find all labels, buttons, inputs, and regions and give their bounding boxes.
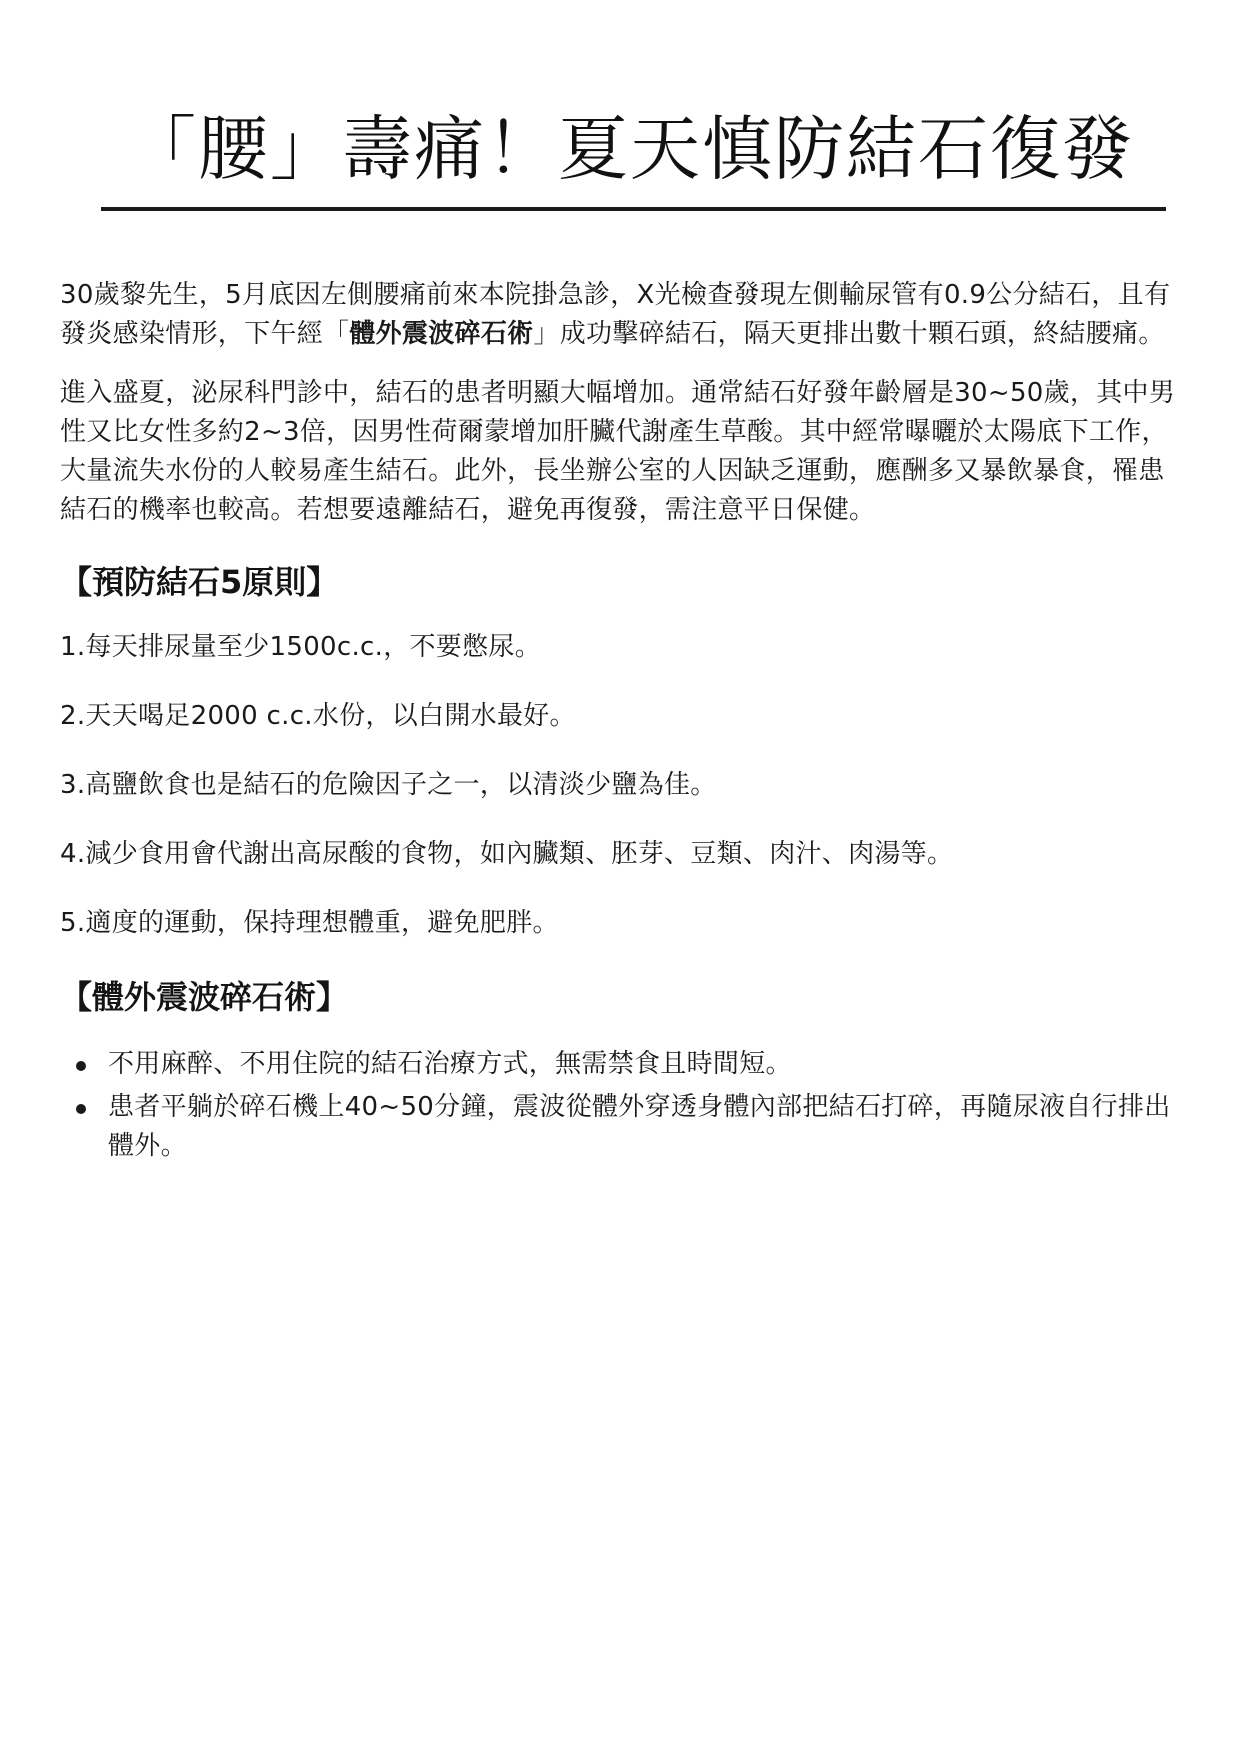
article-body [60,276,1185,1170]
eswl-bullet-text: 不用麻醉、不用住院的結石治療方式，無需禁食且時間短。 [108,1049,792,1079]
prevention-item: 5.適度的運動，保持理想體重，避免肥胖。 [60,908,559,938]
eswl-list [60,1045,1185,1166]
eswl-bullet-text: 患者平躺於碎石機上40~50分鐘，震波從體外穿透身體內部把結石打碎，再隨尿液自行排出體外。 [108,1092,1171,1161]
summer-paragraph: 進入盛夏，泌尿科門診中，結石的患者明顯大幅增加。通常結石好發年齡層是30~50歲，其中男性又比女性多約2~3倍，因男性荷爾蒙增加肝臟代謝產生草酸。其中經常曝曬於太陽底下工作，大量流失水份的人較易產生結石。此外，長坐辦公室的人因缺乏運動，應酬多又暴飲暴食，罹患結石的機率也較高。若想要遠離結石，避免再復發，需注意平日保健。 [60,378,1176,525]
prevention-list [60,628,1185,943]
eswl-heading: 【體外震波碎石術】 [60,978,349,1016]
prevention-item: 3.高鹽飲食也是結石的危險因子之一，以清淡少鹽為佳。 [60,770,717,800]
prevention-item: 1.每天排尿量至少1500c.c.，不要憋尿。 [60,632,541,662]
eswl-bullet-item [60,1045,1185,1084]
prevention-heading: 【預防結石5原則】 [60,563,339,601]
prevention-item: 2.天天喝足2000 c.c.水份，以白開水最好。 [60,701,576,731]
page-title: 「腰」壽痛！夏天慎防結石復發 [126,108,1134,190]
eswl-bullet-item [60,1088,1185,1166]
intro-text-after: 」成功擊碎結石，隔天更排出數十顆石頭，終結腰痛。 [533,319,1165,349]
prevention-item: 4.減少食用會代謝出高尿酸的食物，如內臟類、胚芽、豆類、肉汁、肉湯等。 [60,839,954,869]
intro-emphasis: 體外震波碎石術 [349,319,534,349]
intro-text-before: 30歲黎先生，5月底因左側腰痛前來本院掛急診，X光檢查發現左側輸尿管有0.9公分結石，且有發炎感染情形，下午經「 [60,280,1171,349]
intro-paragraph [60,276,1185,354]
bullet-dot-icon [76,1061,86,1071]
title-divider [101,207,1166,211]
bullet-dot-icon [76,1104,86,1114]
